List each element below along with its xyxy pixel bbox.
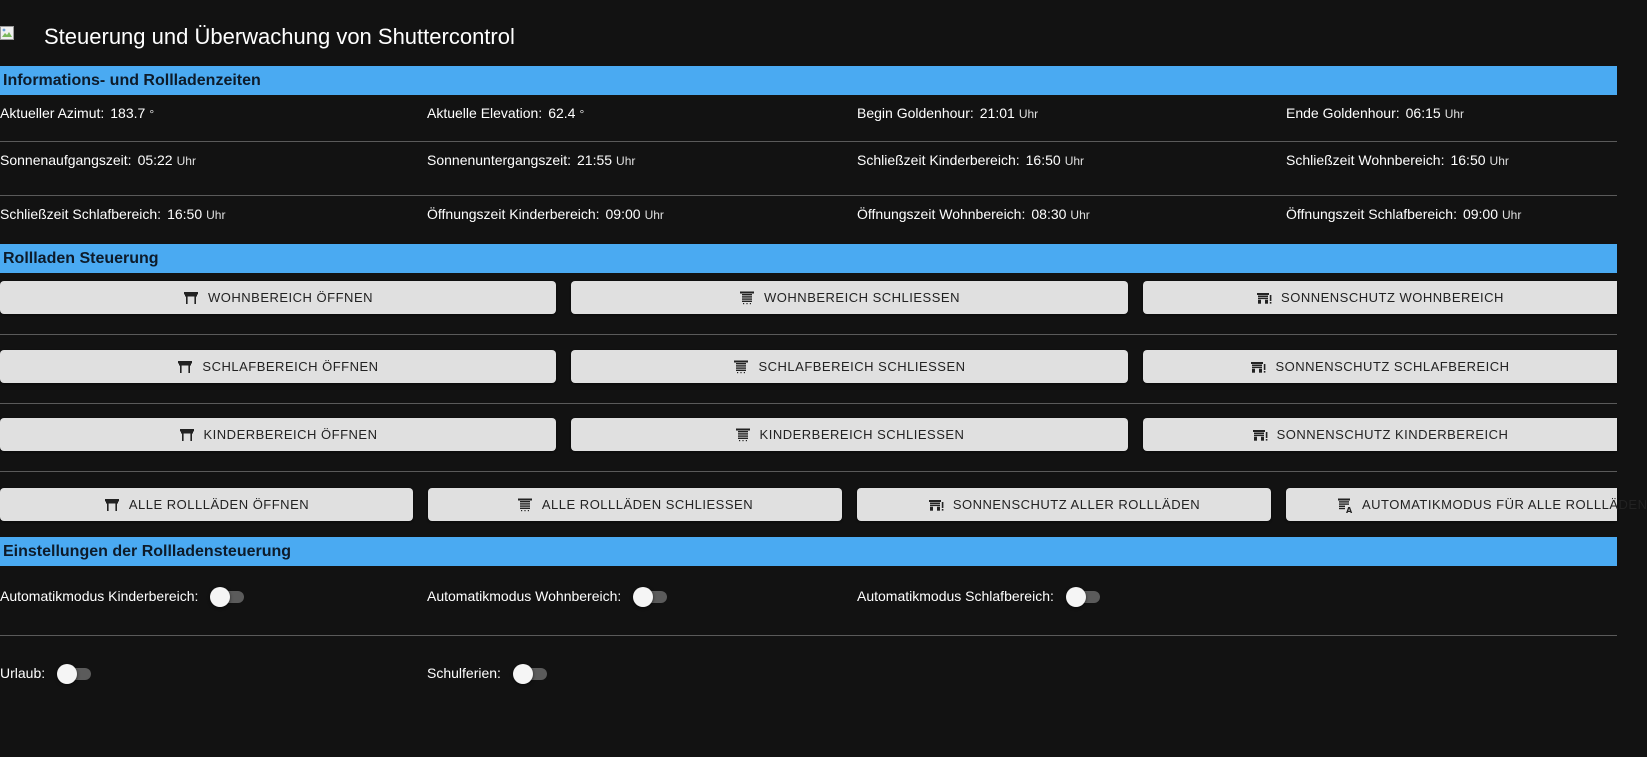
school-holidays-toggle[interactable] [513, 663, 549, 683]
info-goldenhour-begin: Begin Goldenhour: 21:01 Uhr [857, 105, 1039, 121]
button-row-kids [0, 410, 1617, 478]
info-close-living: Schließzeit Wohnbereich: 16:50 Uhr [1286, 152, 1509, 168]
kids-open-button[interactable]: KINDERBEREICH ÖFFNEN [0, 418, 556, 451]
info-sunrise: Sonnenaufgangszeit: 05:22 Uhr [0, 152, 196, 168]
shutter-close-icon [517, 497, 533, 513]
setting-auto-sleep: Automatikmodus Schlafbereich: [857, 586, 1102, 606]
info-close-kids: Schließzeit Kinderbereich: 16:50 Uhr [857, 152, 1085, 168]
info-row-3 [0, 196, 1617, 244]
vacation-toggle[interactable] [57, 663, 93, 683]
sleep-sunprotect-button[interactable]: SONNENSCHUTZ SCHLAFBEREICH [1143, 350, 1617, 383]
info-row-2 [0, 142, 1617, 196]
all-automode-button[interactable]: AUTOMATIKMODUS FÜR ALLE ROLLLÄDEN [1286, 488, 1617, 521]
app-title: Steuerung und Überwachung von Shuttercontrol [44, 24, 515, 49]
setting-school-holidays: Schulferien: [427, 663, 549, 683]
sleep-open-button[interactable]: SCHLAFBEREICH ÖFFNEN [0, 350, 556, 383]
divider [0, 403, 1617, 404]
info-azimut: Aktueller Azimut: 183.7 ° [0, 105, 155, 121]
all-sunprotect-button[interactable]: SONNENSCHUTZ ALLER ROLLLÄDEN [857, 488, 1271, 521]
app-header [0, 0, 1617, 66]
info-elevation: Aktuelle Elevation: 62.4 ° [427, 105, 585, 121]
auto-living-toggle[interactable] [633, 586, 669, 606]
auto-kids-toggle[interactable] [210, 586, 246, 606]
button-row-all [0, 478, 1647, 537]
setting-auto-kids: Automatikmodus Kinderbereich: [0, 586, 246, 606]
all-close-button[interactable]: ALLE ROLLLÄDEN SCHLIESSEN [428, 488, 842, 521]
info-goldenhour-end: Ende Goldenhour: 06:15 Uhr [1286, 105, 1465, 121]
section-header-control: Rollladen Steuerung [0, 244, 1617, 273]
auto-mode-icon [1337, 497, 1353, 513]
kids-sunprotect-button[interactable]: SONNENSCHUTZ KINDERBEREICH [1143, 418, 1617, 451]
kids-close-button[interactable]: KINDERBEREICH SCHLIESSEN [571, 418, 1128, 451]
info-open-kids: Öffnungszeit Kinderbereich: 09:00 Uhr [427, 206, 664, 222]
divider [0, 471, 1617, 472]
sun-protection-icon [1256, 290, 1272, 306]
section-header-settings: Einstellungen der Rollladensteuerung [0, 537, 1617, 566]
living-sunprotect-button[interactable]: SONNENSCHUTZ WOHNBEREICH [1143, 281, 1617, 314]
shutter-open-icon [104, 497, 120, 513]
info-close-sleep: Schließzeit Schlafbereich: 16:50 Uhr [0, 206, 226, 222]
button-row-sleep [0, 341, 1617, 410]
living-open-button[interactable]: WOHNBEREICH ÖFFNEN [0, 281, 556, 314]
section-header-info: Informations- und Rollladenzeiten [0, 66, 1617, 95]
shutter-open-icon [179, 427, 195, 443]
all-open-button[interactable]: ALLE ROLLLÄDEN ÖFFNEN [0, 488, 413, 521]
shutter-close-icon [739, 290, 755, 306]
sun-protection-icon [1252, 427, 1268, 443]
info-sunset: Sonnenuntergangszeit: 21:55 Uhr [427, 152, 636, 168]
settings-row-2 [0, 636, 1617, 716]
sun-protection-icon [928, 497, 944, 513]
button-row-living [0, 273, 1617, 341]
setting-auto-living: Automatikmodus Wohnbereich: [427, 586, 669, 606]
info-row-1 [0, 95, 1617, 142]
shutter-open-icon [183, 290, 199, 306]
setting-vacation: Urlaub: [0, 663, 93, 683]
settings-row-1 [0, 566, 1617, 636]
sun-protection-icon [1250, 359, 1266, 375]
shutter-open-icon [177, 359, 193, 375]
shutter-close-icon [733, 359, 749, 375]
shutter-close-icon [735, 427, 751, 443]
sleep-close-button[interactable]: SCHLAFBEREICH SCHLIESSEN [571, 350, 1128, 383]
info-open-living: Öffnungszeit Wohnbereich: 08:30 Uhr [857, 206, 1090, 222]
broken-image-icon [0, 26, 14, 40]
divider [0, 334, 1617, 335]
info-open-sleep: Öffnungszeit Schlafbereich: 09:00 Uhr [1286, 206, 1522, 222]
living-close-button[interactable]: WOHNBEREICH SCHLIESSEN [571, 281, 1128, 314]
auto-sleep-toggle[interactable] [1066, 586, 1102, 606]
